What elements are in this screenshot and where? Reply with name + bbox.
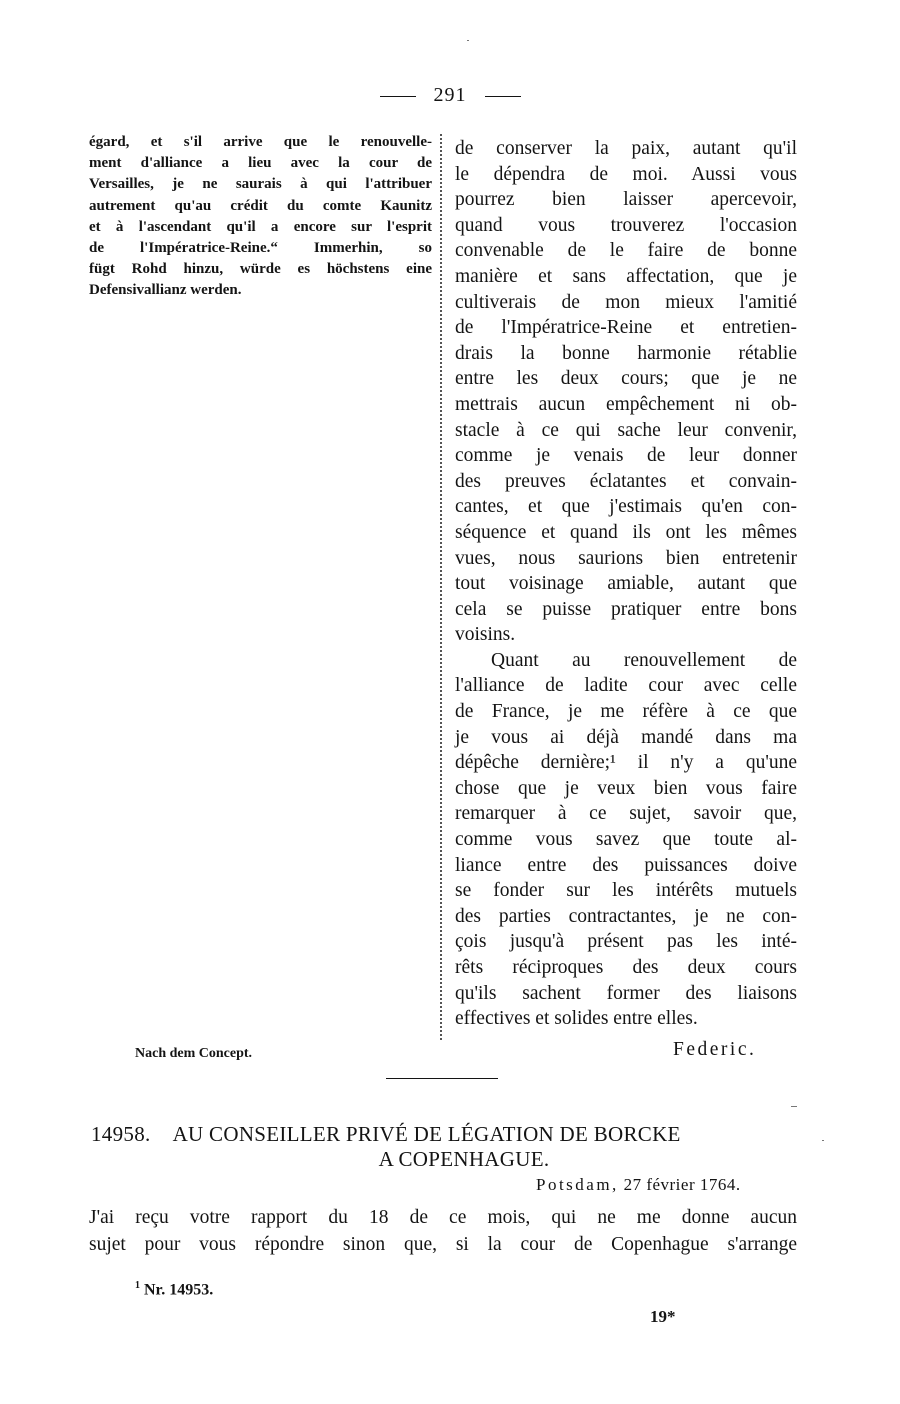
- print-speck: [791, 1106, 797, 1107]
- right-line: voisins.: [455, 624, 516, 646]
- signature-mark: 19*: [650, 1307, 676, 1326]
- right-line: drais la bonne harmonie rétablie: [455, 342, 797, 364]
- print-speck: [467, 40, 469, 41]
- dateline-place: Potsdam,: [536, 1175, 619, 1194]
- right-line: des parties contractantes, je ne con-: [455, 905, 797, 927]
- left-line: Defensivallianz werden.: [89, 282, 242, 299]
- right-line: mettrais aucun empêchement ni ob-: [455, 393, 797, 415]
- right-line: çois jusqu'à présent pas les inté-: [455, 931, 797, 953]
- right-line: chose que je veux bien vous faire: [455, 777, 797, 799]
- dateline-date: 27 février 1764.: [623, 1175, 741, 1194]
- column-divider: [440, 134, 442, 1040]
- right-line-paragraph-start: Quant au renouvellement de: [491, 649, 797, 671]
- letter-heading: [91, 1122, 797, 1172]
- right-line: entre les deux cours; que je ne: [455, 368, 797, 390]
- right-line: vues, nous saurions bien entretenir: [455, 547, 797, 569]
- right-line: rêts réciproques des deux cours: [455, 957, 797, 978]
- body-line: sujet pour vous répondre sinon que, si la cour de Copenhague s'arrange: [89, 1234, 797, 1255]
- left-line: égard, et s'il arrive que le renouvelle-: [89, 134, 432, 150]
- right-line: qu'ils sachent former des liaisons: [455, 982, 797, 1004]
- footnote-marker: 1: [135, 1280, 140, 1291]
- right-line: cantes, et que j'estimais qu'en con-: [455, 496, 797, 518]
- letter-number: 14958.: [91, 1122, 151, 1146]
- right-line: manière et sans affectation, que je: [455, 265, 797, 287]
- right-line: l'alliance de ladite cour avec celle: [455, 675, 797, 697]
- page-number: 291: [433, 84, 467, 106]
- header-dash-right: [485, 96, 521, 97]
- right-line: effectives et solides entre elles.: [455, 1008, 698, 1030]
- left-column-text: [89, 132, 432, 302]
- body-line: J'ai reçu votre rapport du 18 de ce mois, qui ne me donne aucun: [89, 1207, 797, 1228]
- page-header: [0, 84, 900, 107]
- footnote-text: Nr. 14953.: [144, 1281, 214, 1299]
- dateline: [536, 1175, 741, 1195]
- right-line: liance entre des puissances doive: [455, 854, 797, 876]
- right-line: des preuves éclatantes et convain-: [455, 470, 797, 492]
- right-line: comme je venais de leur donner: [455, 445, 797, 467]
- right-line: cela se puisse pratiquer entre bons: [455, 598, 797, 620]
- right-line: dépêche dernière;¹ il n'y a qu'une: [455, 752, 797, 774]
- left-line: Versailles, je ne saurais à qui l'attribuer: [89, 176, 432, 193]
- left-line: fügt Rohd hinzu, würde es höchstens eine: [89, 261, 432, 278]
- footnote: [135, 1280, 213, 1299]
- source-note: Nach dem Concept.: [135, 1046, 253, 1061]
- right-line: quand vous trouverez l'occasion: [455, 214, 797, 236]
- right-line: stacle à ce qui sache leur convenir,: [455, 419, 797, 441]
- right-line: le dépendra de moi. Aussi vous: [455, 163, 797, 185]
- right-column-text: [455, 136, 797, 1032]
- left-line: ment d'alliance a lieu avec la cour de: [89, 155, 432, 172]
- right-line: je vous ai déjà mandé dans ma: [455, 726, 797, 748]
- right-line: convenable de le faire de bonne: [455, 240, 797, 262]
- section-rule: [386, 1078, 498, 1079]
- right-line: séquence et quand ils ont les mêmes: [455, 521, 797, 543]
- left-line: de l'Impératrice-Reine.“ Immerhin, so: [89, 240, 432, 257]
- right-line: se fonder sur les intérêts mutuels: [455, 880, 797, 902]
- right-line: tout voisinage amiable, autant que: [455, 573, 797, 595]
- right-line: comme vous savez que toute al-: [455, 829, 797, 851]
- right-line: cultiverais de mon mieux l'amitié: [455, 291, 797, 313]
- signature: Federic.: [673, 1039, 757, 1060]
- right-line: de France, je me réfère à ce que: [455, 701, 797, 723]
- right-line: de l'Impératrice-Reine et entretien-: [455, 317, 797, 339]
- heading-line-1: AU CONSEILLER PRIVÉ DE LÉGATION DE BORCKE: [172, 1122, 681, 1146]
- left-line: autrement qu'au crédit du comte Kaunitz: [89, 197, 432, 214]
- heading-line-2: A COPENHAGUE.: [378, 1147, 550, 1171]
- right-line: remarquer à ce sujet, savoir que,: [455, 803, 797, 825]
- letter-body: [89, 1204, 797, 1258]
- right-line: pourrez bien laisser apercevoir,: [455, 189, 797, 211]
- print-speck: [822, 1140, 824, 1141]
- left-line: et à l'ascendant qu'il a encore sur l'esprit: [89, 218, 432, 235]
- right-line: de conserver la paix, autant qu'il: [455, 138, 797, 159]
- header-dash-left: [380, 96, 416, 97]
